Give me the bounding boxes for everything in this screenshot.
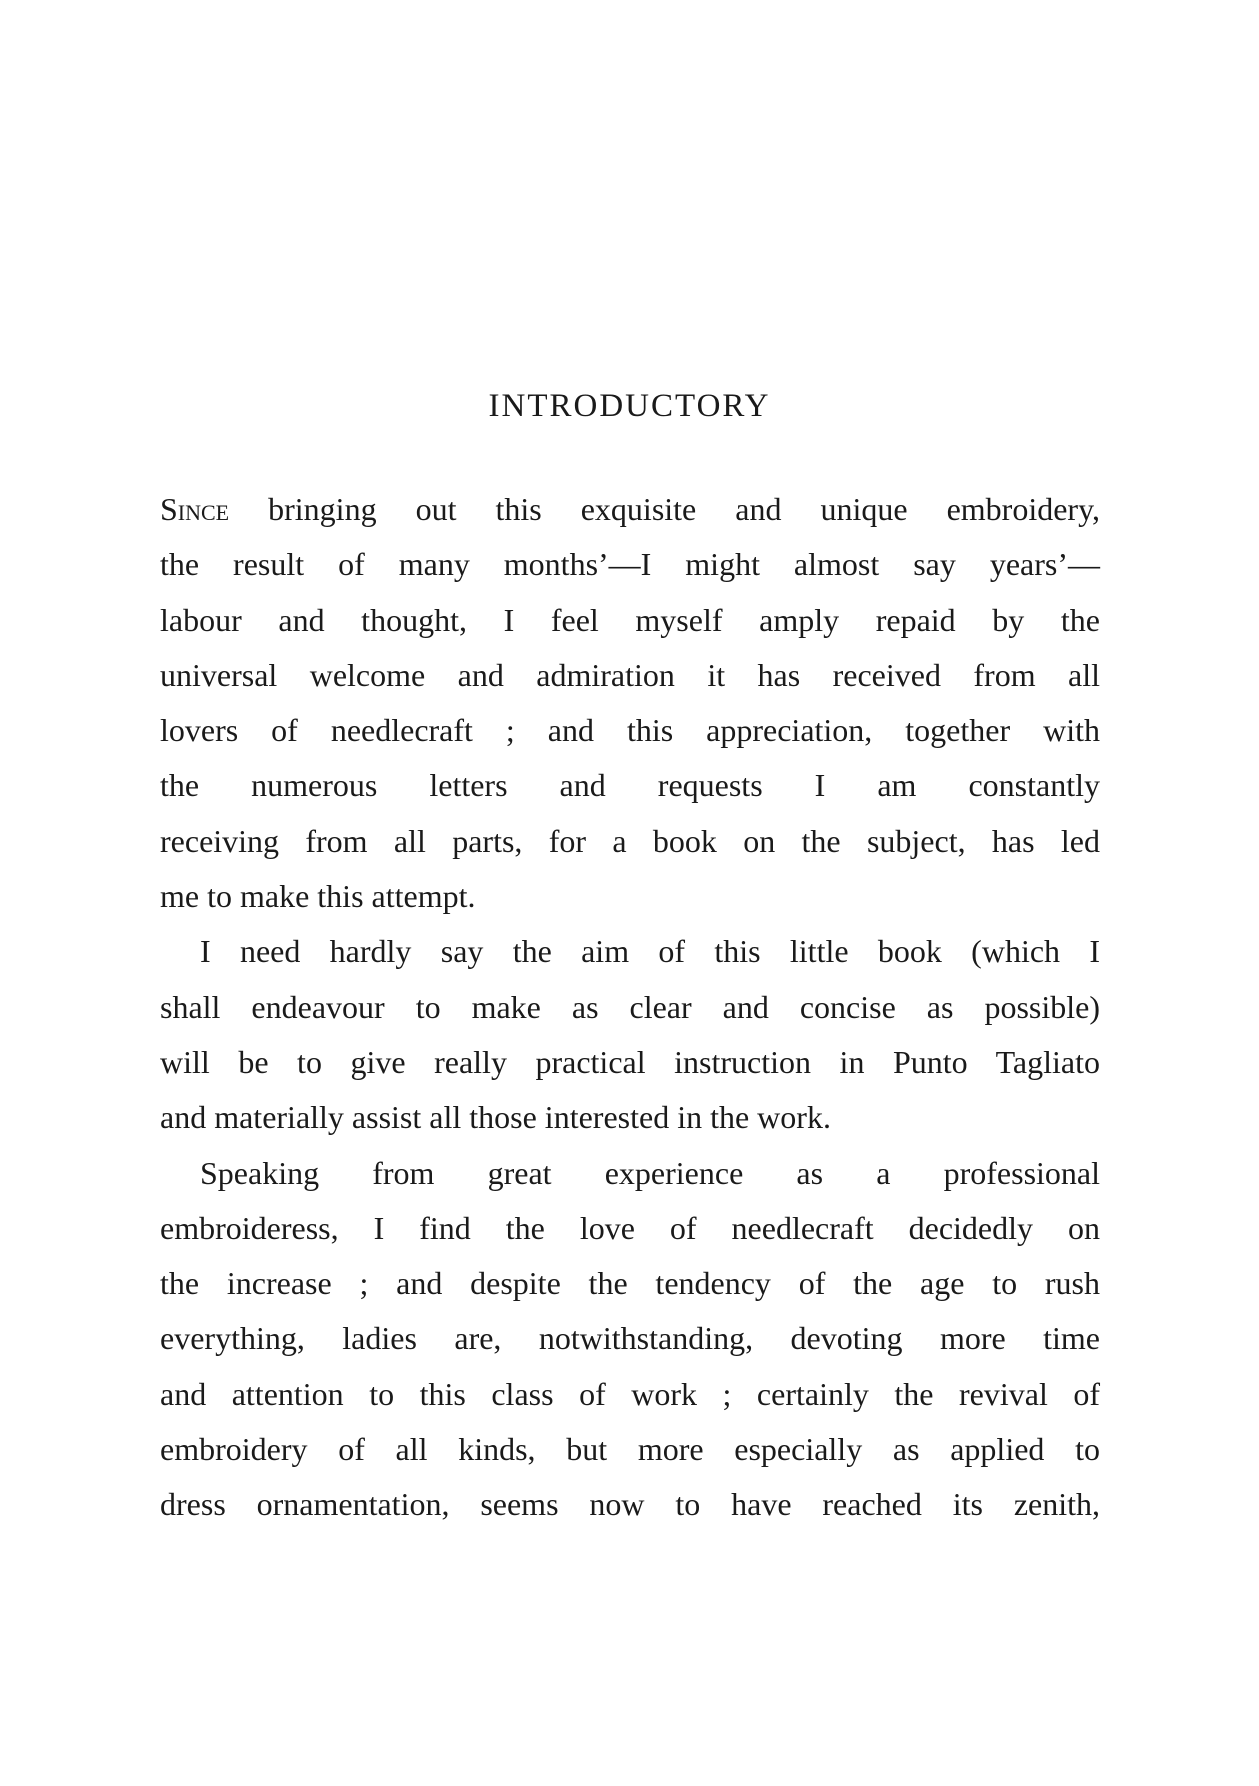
chapter-heading: INTRODUCTORY <box>488 388 771 424</box>
text-line: receiving from all parts, for a book on the subject, has led <box>160 822 1100 859</box>
text-line: I need hardly say the aim of this little book (which I <box>200 933 1100 970</box>
text-line: me to make this attempt. <box>160 878 476 915</box>
text-line: and materially assist all those interested in the work. <box>160 1099 831 1136</box>
text-line: and attention to this class of work ; certainly the revival of <box>160 1375 1100 1412</box>
text-line <box>160 482 1100 537</box>
text-line: everything, ladies are, notwithstanding, devoting more time <box>160 1320 1100 1357</box>
text-line: will be to give really practical instruction in Punto Tagliato <box>160 1043 1100 1080</box>
text-line: the result of many months’—I might almost say years’— <box>160 546 1100 583</box>
text-line: lovers of needlecraft ; and this appreciation, together with <box>160 712 1100 749</box>
text-line: shall endeavour to make as clear and concise as possible) <box>160 988 1100 1025</box>
text-line: dress ornamentation, seems now to have reached its zenith, <box>160 1486 1100 1523</box>
text-line: embroidery of all kinds, but more especially as applied to <box>160 1431 1100 1468</box>
text-line: the numerous letters and requests I am constantly <box>160 767 1100 804</box>
text-line: universal welcome and admiration it has received from all <box>160 656 1100 693</box>
text-line: Speaking from great experience as a professional <box>200 1154 1100 1191</box>
line-text: bringing out this exquisite and unique embroidery, <box>229 491 1100 527</box>
drop-word: Since <box>160 491 230 527</box>
text-line: the increase ; and despite the tendency of the age to rush <box>160 1265 1100 1302</box>
text-line: labour and thought, I feel myself amply repaid by the <box>160 601 1100 638</box>
body-text <box>160 482 1100 1533</box>
text-line: embroideress, I find the love of needlecraft decidedly on <box>160 1209 1100 1246</box>
